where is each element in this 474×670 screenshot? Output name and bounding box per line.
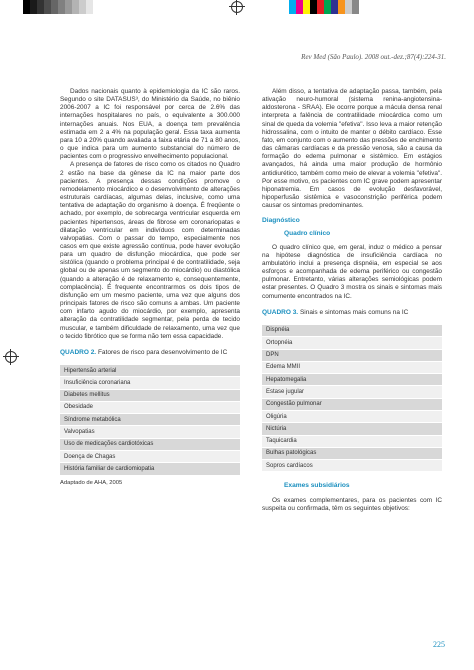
table-row bbox=[262, 410, 442, 422]
table-row bbox=[60, 426, 240, 438]
table-cell: Congestão pulmonar bbox=[262, 398, 442, 410]
table-row bbox=[262, 423, 442, 435]
table-row bbox=[262, 386, 442, 398]
table-row bbox=[262, 337, 442, 349]
color-calibration-bar-left bbox=[23, 0, 93, 14]
table-row bbox=[262, 374, 442, 386]
subsection-heading-exames: Exames subsidiários bbox=[284, 482, 350, 490]
quadro2-caption bbox=[60, 349, 240, 357]
left-column bbox=[60, 88, 240, 487]
table-row bbox=[60, 414, 240, 426]
paragraph: Os exames complementares, para os pacientes com IC suspeita ou confirmada, têm os seguintes objetivos: bbox=[262, 496, 442, 512]
table-cell: Bulhas patológicas bbox=[262, 447, 442, 459]
table-row bbox=[60, 401, 240, 413]
table-cell: Doença de Chagas bbox=[60, 451, 240, 463]
table-row bbox=[60, 451, 240, 463]
page-number: 225 bbox=[433, 640, 445, 649]
table-cell: Nictúria bbox=[262, 423, 442, 435]
table-cell: Taquicardia bbox=[262, 435, 442, 447]
right-column bbox=[262, 88, 442, 513]
table-row bbox=[60, 438, 240, 450]
table-cell: História familiar de cardiomiopatia bbox=[60, 463, 240, 475]
paragraph: A presença de fatores de risco como os citados no Quadro 2 estão na base da gênese da IC na maior parte dos pacientes. A presença dessas condições promove o remodelamento miocárdico e o desenvolvimento de alterações estruturais cardíacas, algumas delas, inclusive, como uma tentativa de adaptação do organismo à doença. É freqüente o achado, por exemplo, de sobrecarga ventricular esquerda em pacientes hipertensos, áreas de fibrose em coronariopatas e dilatação ventricular em indivíduos com determinadas valvopatias. Com o passar do tempo, especialmente nos casos em que existe agressão contínua, pode haver evolução para um quadro de disfunção miocárdica, que pode ser sistólica (quando o problema principal é de contratilidade, seja global ou de apenas um segmento do miocárdio) ou diastólica (quando a alteração é de relaxamento e, consequentemente, complacência). É frequente encontrarmos os dois tipos de disfunção em um mesmo paciente, uma vez que alguns dos principais fatores de risco são comuns a ambas. Um paciente com infarto agudo do miocárdio, por exemplo, apresenta alteração da contratilidade segmentar, pela perda de tecido muscular, e também dificuldade de relaxamento, uma vez que o tecido fibrótico que se forma não tem essa capacidade. bbox=[60, 161, 240, 340]
paragraph: Dados nacionais quanto à epidemiologia da IC são raros. Segundo o site DATASUS³, do Ministério da Saúde, no biênio 2006-2007 a IC foi responsável por cerca de 2.6% das internações hospitalares no país, o equivalente a 300.000 internações anuais. Nos EUA, a doença tem prevalência estimada em 2 a 4% na população geral. Essa taxa aumenta para 10 a 20% quando avaliada a faixa etária de 71 a 80 anos, o que indica para um aumento substancial do número de pacientes com o progressivo envelhecimento populacional. bbox=[60, 88, 240, 161]
table-cell: Obesidade bbox=[60, 401, 240, 413]
table-cell: Hipertensão arterial bbox=[60, 365, 240, 377]
section-heading-diagnostico: Diagnóstico bbox=[262, 217, 300, 225]
table-cell: Uso de medicações cardiotóxicas bbox=[60, 438, 240, 450]
table-cell: Valvopatias bbox=[60, 426, 240, 438]
table-row bbox=[262, 325, 442, 337]
table-cell: DPN bbox=[262, 349, 442, 361]
quadro3-label: QUADRO 3. bbox=[262, 308, 299, 316]
table-cell: Edema MMII bbox=[262, 361, 442, 373]
registration-mark-left bbox=[5, 351, 17, 363]
table-cell: Dispnéia bbox=[262, 325, 442, 337]
table-row bbox=[60, 389, 240, 401]
quadro3-caption bbox=[262, 309, 442, 317]
table-cell: Estase jugular bbox=[262, 386, 442, 398]
quadro3-table bbox=[262, 325, 442, 473]
table-cell: Ortopnéia bbox=[262, 337, 442, 349]
table-cell: Insuficiência coronariana bbox=[60, 377, 240, 389]
table-row bbox=[262, 349, 442, 361]
table-cell: Sopros cardíacos bbox=[262, 460, 442, 472]
table-row bbox=[262, 361, 442, 373]
registration-mark-top bbox=[231, 1, 243, 13]
table-row bbox=[60, 377, 240, 389]
color-calibration-bar-right bbox=[289, 0, 359, 14]
table-cell: Síndrome metabólica bbox=[60, 414, 240, 426]
table-row bbox=[262, 398, 442, 410]
table-row bbox=[262, 447, 442, 459]
table-cell: Oligúria bbox=[262, 410, 442, 422]
quadro2-title: Fatores de risco para desenvolvimento de IC bbox=[97, 348, 228, 356]
subsection-heading-quadro-clinico: Quadro clínico bbox=[284, 229, 331, 237]
quadro2-source-note: Adaptado de AHA, 2005 bbox=[60, 479, 123, 486]
table-cell: Hepatomegalia bbox=[262, 374, 442, 386]
paragraph: O quadro clínico que, em geral, induz o médico a pensar na hipótese diagnóstica de insuficiência cardíaca no ambulatório inclui a presença dispnéia, em especial se aos esforços e acompanhada de edema periférico ou congestão pulmonar. Entretanto, várias alterações semiológicas podem estar presentes. O Quadro 3 mostra os sinais e sintomas mais comumente encontrados na IC. bbox=[262, 243, 442, 300]
table-row bbox=[262, 460, 442, 472]
quadro2-label: QUADRO 2. bbox=[60, 348, 97, 356]
paragraph: Além disso, a tentativa de adaptação passa, também, pela ativação neuro-humoral (sistema renina-angiotensina-aldosterona - SRAA). Ele ocorre porque a mácula densa renal interpreta a falência de contratilidade miocárdica como um sinal de queda da volemia "efetiva". Isso leva a maior retenção hidrossalina, com o intuito de manter o débito cardíaco. Esse fato, em conjunto com o aumento das pressões de enchimento das câmaras cardíacas e da pressão venosa, são a causa da formação do edema pulmonar e sistêmico. Em estágios avançados, há ainda uma maior produção de hormônio antidiurético, também como meio de elevar a volemia "efetiva". Por esse motivo, os pacientes com IC grave podem apresentar hiponatremia. Em casos de evolução desfavorável, hipoperfusão sistêmica e vasoconstrição periférica podem causar os sintomas predominantes. bbox=[262, 88, 442, 210]
table-row bbox=[60, 463, 240, 475]
table-cell: Diabetes mellitus bbox=[60, 389, 240, 401]
table-row bbox=[262, 435, 442, 447]
quadro2-table bbox=[60, 365, 240, 476]
table-row bbox=[60, 365, 240, 377]
quadro3-title: Sinais e sintomas mais comuns na IC bbox=[299, 308, 409, 316]
journal-citation: Rev Med (São Paulo). 2008 out.-dez.;87(4):224-31. bbox=[301, 53, 446, 61]
